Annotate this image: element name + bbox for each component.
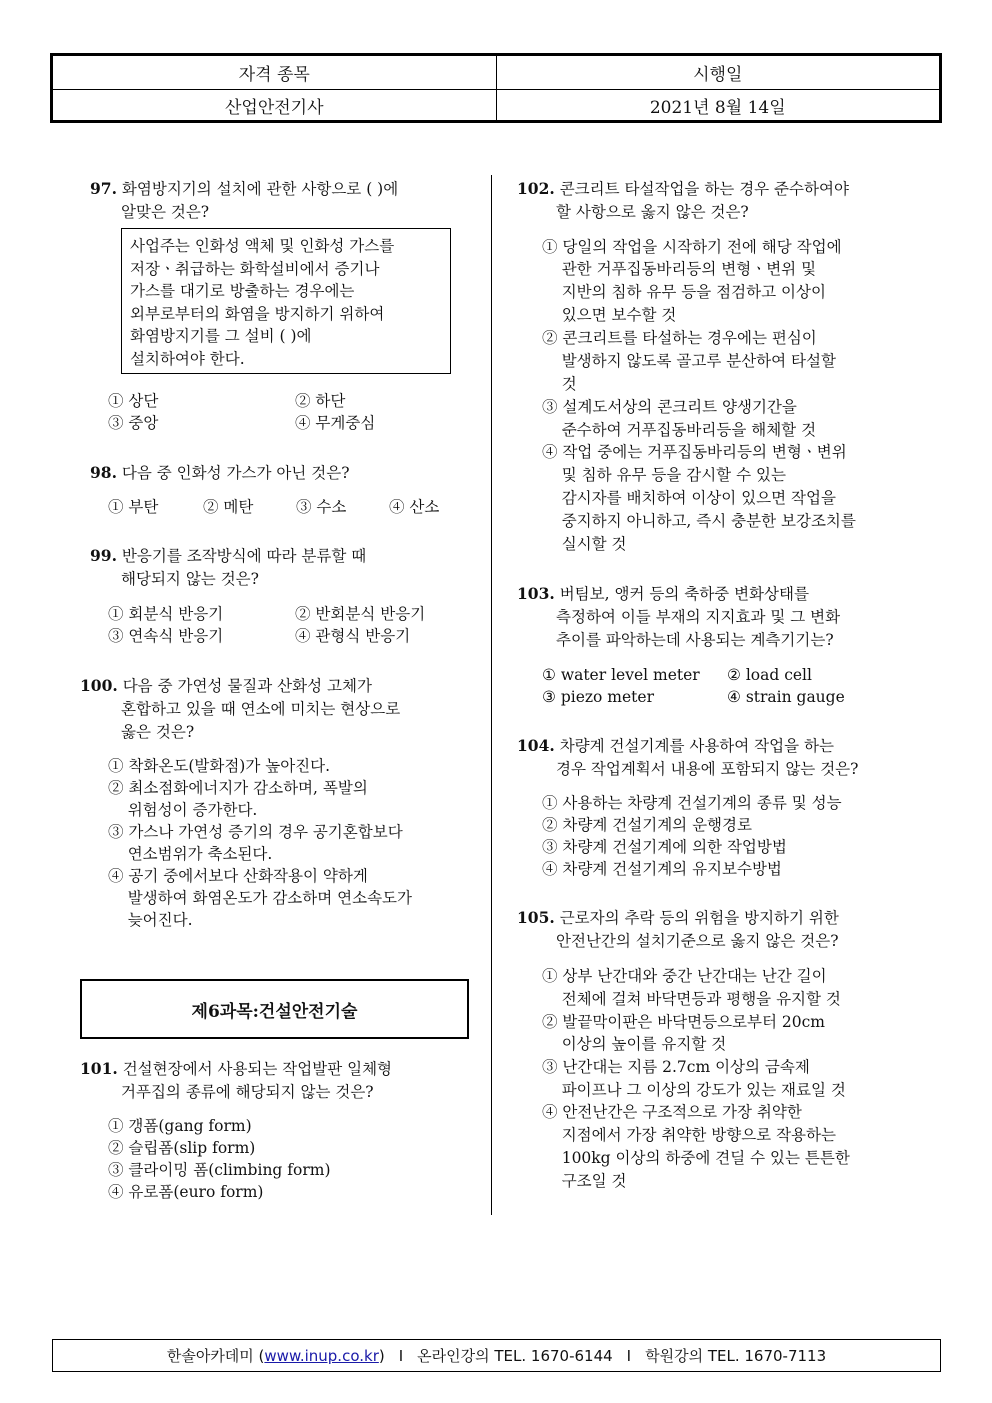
question-text: 안전난간의 설치기준으로 옳지 않은 것은?: [556, 932, 839, 950]
answer-option-2[interactable]: ② 발끝막이판은 바닥면등으로부터 20cm: [542, 1013, 826, 1031]
question-text: 경우 작업계획서 내용에 포함되지 않는 것은?: [556, 760, 859, 778]
answer-option-3[interactable]: ③ piezo meter: [542, 688, 654, 706]
question-text: 거푸집의 종류에 해당되지 않는 것은?: [121, 1083, 374, 1101]
answer-option-1[interactable]: ① 사용하는 차량계 건설기계의 종류 및 성능: [542, 794, 842, 812]
answer-option-1-cont: 있으면 보수할 것: [542, 306, 677, 324]
answer-option-4[interactable]: ④ 무게중심: [295, 414, 376, 432]
question-text: 다음 중 가연성 물질과 산화성 고체가: [122, 677, 372, 695]
condition-box: [121, 228, 451, 374]
answer-option-1-cont: 지반의 침하 유무 등을 점검하고 이상이: [542, 283, 826, 301]
answer-option-2[interactable]: ② 반회분식 반응기: [295, 605, 426, 623]
question-number: 101.: [80, 1059, 118, 1078]
answer-option-2-cont: 것: [542, 375, 577, 393]
answer-option-1-cont: 전체에 걸쳐 바닥면등과 평행을 유지할 것: [542, 990, 841, 1008]
answer-option-4[interactable]: ④ 안전난간은 구조적으로 가장 취약한: [542, 1103, 802, 1121]
question-text: 콘크리트 타설작업을 하는 경우 준수하여야: [559, 180, 849, 198]
online-lecture-phone: 온라인강의 TEL. 1670-6144: [417, 1347, 613, 1365]
condition-line: 사업주는 인화성 액체 및 인화성 가스를: [130, 237, 395, 255]
answer-option-2[interactable]: ② 하단: [295, 392, 346, 410]
exam-header-table: [50, 53, 942, 123]
question-number: 100.: [80, 676, 118, 695]
footer-bar: [52, 1339, 941, 1372]
section-heading: 제6과목:건설안전기술: [80, 979, 469, 1039]
answer-option-2-cont: 발생하지 않도록 골고루 분산하여 타설할: [542, 352, 836, 370]
question-text: 다음 중 인화성 가스가 아닌 것은?: [121, 464, 350, 482]
website-link[interactable]: www.inup.co.kr: [264, 1346, 379, 1365]
answer-option-3-cont: 준수하여 거푸집동바리등을 해체할 것: [542, 421, 817, 439]
condition-line: 가스를 대기로 방출하는 경우에는: [130, 282, 355, 300]
answer-option-3-cont: 파이프나 그 이상의 강도가 있는 재료일 것: [542, 1081, 846, 1099]
question-text: 반응기를 조작방식에 따라 분류할 때: [121, 547, 367, 565]
question-text: 해당되지 않는 것은?: [121, 570, 259, 588]
answer-option-4-cont: 구조일 것: [542, 1172, 627, 1190]
answer-option-2[interactable]: ② 최소점화에너지가 감소하며, 폭발의: [108, 779, 368, 797]
question-text: 옳은 것은?: [121, 723, 195, 741]
answer-option-4[interactable]: ④ 차량계 건설기계의 유지보수방법: [542, 860, 782, 878]
exam-date-value: 2021년 8월 14일: [496, 90, 940, 121]
question-text: 근로자의 추락 등의 위험을 방지하기 위한: [559, 909, 839, 927]
answer-option-4-cont: 및 침하 유무 등을 감시할 수 있는: [542, 466, 786, 484]
question-number: 99.: [90, 546, 117, 565]
answer-option-1-cont: 관한 거푸집동바리등의 변형ㆍ변위 및: [542, 260, 817, 278]
answer-option-2-cont: 이상의 높이를 유지할 것: [542, 1035, 727, 1053]
condition-line: 설치하여야 한다.: [130, 349, 245, 368]
condition-line: 저장ㆍ취급하는 화학설비에서 증기나: [130, 259, 380, 278]
answer-option-1[interactable]: ① 갱폼(gang form): [108, 1117, 252, 1135]
question-number: 105.: [517, 908, 555, 927]
answer-option-4-cont: 100kg 이상의 하중에 견딜 수 있는 튼튼한: [542, 1149, 850, 1167]
footer-separator: I: [626, 1346, 632, 1365]
answer-option-2[interactable]: ② 메탄: [203, 498, 254, 516]
question-text: 알맞은 것은?: [121, 203, 210, 221]
answer-option-3[interactable]: ③ 수소: [296, 498, 347, 516]
question-text: 화염방지기의 설치에 관한 사항으로 ( )에: [121, 180, 399, 198]
question-number: 104.: [517, 736, 555, 755]
answer-option-1[interactable]: ① 당일의 작업을 시작하기 전에 해당 작업에: [542, 238, 842, 256]
answer-option-4-cont: 지점에서 가장 취약한 방향으로 작용하는: [542, 1126, 836, 1144]
answer-option-2[interactable]: ② 콘크리트를 타설하는 경우에는 편심이: [542, 329, 817, 347]
answer-option-2[interactable]: ② load cell: [727, 666, 812, 684]
answer-option-4-cont: 늦어진다.: [108, 911, 193, 929]
answer-option-1[interactable]: ① 회분식 반응기: [108, 605, 224, 623]
answer-option-1[interactable]: ① water level meter: [542, 666, 700, 684]
answer-option-4[interactable]: ④ 산소: [389, 498, 440, 516]
footer-separator: I: [398, 1346, 404, 1365]
answer-option-4[interactable]: ④ 공기 중에서보다 산화작용이 약하게: [108, 867, 368, 885]
answer-option-1[interactable]: ① 부탄: [108, 498, 159, 516]
answer-option-3[interactable]: ③ 연속식 반응기: [108, 627, 224, 645]
answer-option-3[interactable]: ③ 난간대는 지름 2.7cm 이상의 금속제: [542, 1058, 810, 1076]
answer-option-3[interactable]: ③ 중앙: [108, 414, 159, 432]
answer-option-2[interactable]: ② 차량계 건설기계의 운행경로: [542, 816, 752, 834]
qualification-value: 산업안전기사: [53, 90, 497, 121]
question-text: 할 사항으로 옳지 않은 것은?: [556, 203, 749, 221]
question-number: 102.: [517, 179, 555, 198]
condition-line: 외부로부터의 화염을 방지하기 위하여: [130, 304, 385, 323]
answer-option-4[interactable]: ④ 관형식 반응기: [295, 627, 411, 645]
answer-option-1[interactable]: ① 상부 난간대와 중간 난간대는 난간 길이: [542, 967, 827, 985]
question-text: 측정하여 이들 부재의 지지효과 및 그 변화: [556, 608, 841, 626]
answer-option-4-cont: 실시할 것: [542, 535, 627, 553]
answer-option-3-cont: 연소범위가 축소된다.: [108, 845, 273, 863]
footer-brand-close: ): [378, 1346, 385, 1365]
answer-option-4-cont: 감시자를 배치하여 이상이 있으면 작업을: [542, 489, 836, 507]
answer-option-1[interactable]: ① 상단: [108, 392, 159, 410]
question-number: 98.: [90, 463, 117, 482]
question-text: 추이를 파악하는데 사용되는 계측기기는?: [556, 631, 834, 649]
question-text: 버팀보, 앵커 등의 축하중 변화상태를: [559, 585, 809, 603]
column-divider: [491, 175, 492, 1215]
answer-option-4[interactable]: ④ 작업 중에는 거푸집동바리등의 변형ㆍ변위: [542, 443, 847, 461]
answer-option-3[interactable]: ③ 설계도서상의 콘크리트 양생기간을: [542, 398, 797, 416]
answer-option-4-cont: 중지하지 아니하고, 즉시 충분한 보강조치를: [542, 512, 856, 530]
answer-option-1[interactable]: ① 착화온도(발화점)가 높아진다.: [108, 757, 331, 775]
condition-line: 화염방지기를 그 설비 ( )에: [130, 327, 312, 345]
answer-option-3[interactable]: ③ 차량계 건설기계에 의한 작업방법: [542, 838, 787, 856]
answer-option-2[interactable]: ② 슬립폼(slip form): [108, 1139, 256, 1157]
footer-brand: 한솔아카데미 (: [166, 1347, 265, 1365]
answer-option-3[interactable]: ③ 클라이밍 폼(climbing form): [108, 1161, 331, 1179]
answer-option-4-cont: 발생하여 화염온도가 감소하며 연소속도가: [108, 889, 413, 907]
answer-option-4[interactable]: ④ 유로폼(euro form): [108, 1183, 264, 1201]
qualification-label: 자격 종목: [53, 56, 497, 90]
question-text: 차량계 건설기계를 사용하여 작업을 하는: [559, 737, 834, 755]
academy-lecture-phone: 학원강의 TEL. 1670-7113: [645, 1347, 827, 1365]
question-text: 건설현장에서 사용되는 작업발판 일체형: [122, 1060, 393, 1078]
question-text: 혼합하고 있을 때 연소에 미치는 현상으로: [121, 700, 401, 718]
question-number: 103.: [517, 584, 555, 603]
answer-option-3[interactable]: ③ 가스나 가연성 증기의 경우 공기혼합보다: [108, 823, 403, 841]
exam-date-label: 시행일: [496, 56, 940, 90]
answer-option-4[interactable]: ④ strain gauge: [727, 688, 845, 706]
question-number: 97.: [90, 179, 117, 198]
answer-option-2-cont: 위험성이 증가한다.: [108, 801, 258, 819]
